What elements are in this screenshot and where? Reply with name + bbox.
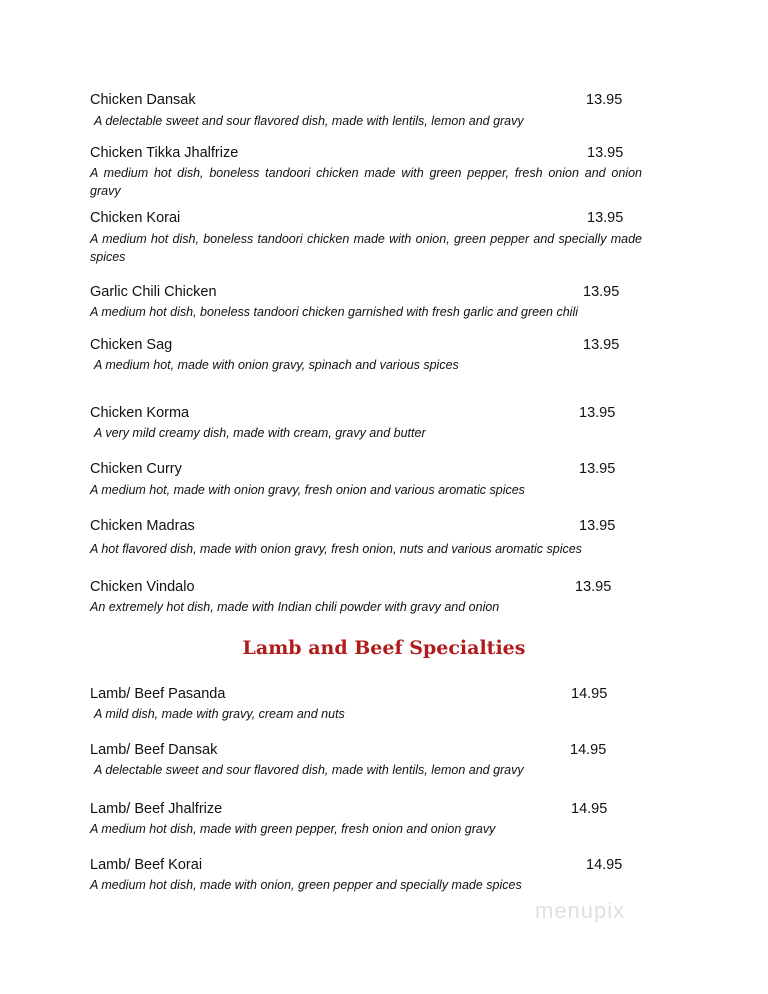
item-description: An extremely hot dish, made with Indian chili powder with gravy and onion [90, 600, 500, 614]
item-name: Chicken Korma [90, 405, 190, 421]
item-description: A hot flavored dish, made with onion gravy, fresh onion, nuts and various aromatic spices [90, 542, 582, 556]
item-name: Lamb/ Beef Pasanda [90, 686, 226, 702]
item-price: 14.95 [570, 742, 607, 758]
item-description: A very mild creamy dish, made with cream, gravy and butter [94, 426, 426, 440]
item-name: Chicken Dansak [90, 92, 196, 108]
item-price: 13.95 [583, 284, 620, 300]
item-description: A delectable sweet and sour flavored dish, made with lentils, lemon and gravy [94, 114, 524, 128]
item-name: Chicken Curry [90, 461, 182, 477]
watermark-logo: menupix [535, 898, 626, 923]
item-description: A delectable sweet and sour flavored dish, made with lentils, lemon and gravy [94, 763, 524, 777]
item-name: Chicken Korai [90, 210, 181, 226]
item-price: 13.95 [579, 405, 616, 421]
item-description: A medium hot, made with onion gravy, fresh onion and various aromatic spices [90, 483, 525, 497]
item-price: 13.95 [586, 92, 623, 108]
item-description: A medium hot dish, boneless tandoori chicken garnished with fresh garlic and green chili [90, 305, 579, 319]
item-price: 13.95 [579, 461, 616, 477]
section-title: Lamb and Beef Specialties [242, 637, 526, 659]
item-name: Garlic Chili Chicken [90, 284, 217, 300]
item-price: 13.95 [587, 210, 624, 226]
item-price: 13.95 [575, 579, 612, 595]
item-name: Chicken Madras [90, 518, 195, 534]
item-description: A medium hot dish, boneless tandoori chicken made with green pepper, fresh onion and onion gravy [90, 166, 642, 198]
item-description: A medium hot dish, made with onion, green pepper and specially made spices [90, 878, 522, 892]
item-price: 13.95 [579, 518, 616, 534]
item-name: Lamb/ Beef Jhalfrize [90, 801, 223, 817]
item-description: A medium hot, made with onion gravy, spinach and various spices [94, 358, 459, 372]
item-price: 13.95 [587, 145, 624, 161]
item-price: 14.95 [586, 857, 623, 873]
item-description: A mild dish, made with gravy, cream and nuts [94, 707, 345, 721]
item-price: 14.95 [571, 801, 608, 817]
item-name: Chicken Vindalo [90, 579, 195, 595]
item-description: A medium hot dish, made with green pepper, fresh onion and onion gravy [90, 822, 496, 836]
item-price: 14.95 [571, 686, 608, 702]
item-name: Lamb/ Beef Korai [90, 857, 203, 873]
item-name: Chicken Tikka Jhalfrize [90, 145, 239, 161]
item-price: 13.95 [583, 337, 620, 353]
item-description: A medium hot dish, boneless tandoori chicken made with onion, green pepper and specially made spices [90, 232, 642, 264]
item-name: Chicken Sag [90, 337, 173, 353]
item-name: Lamb/ Beef Dansak [90, 742, 218, 758]
